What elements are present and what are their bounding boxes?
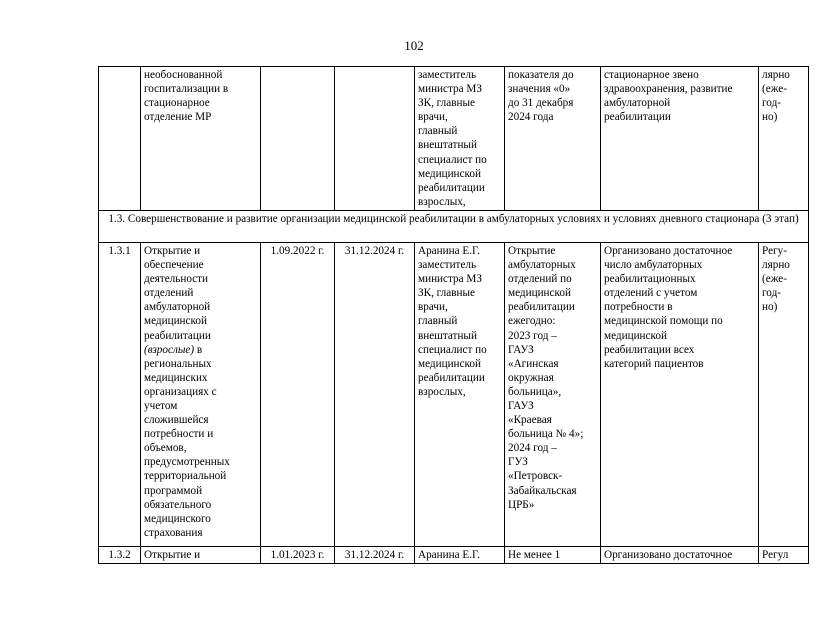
responsible-cell: заместитель министра МЗ ЗК, главные врачи, главный внештатный специалист по медицинской реабилитации взрослых, bbox=[415, 67, 505, 211]
section-heading: 1.3. Совершенствование и развитие организации медицинской реабилитации в амбулаторных условиях и условиях дневного стационара (3 этап) bbox=[99, 210, 809, 242]
start-date-cell: 1.09.2022 г. bbox=[261, 242, 335, 546]
frequency-cell: Регу- лярно (еже- год- но) bbox=[759, 242, 809, 546]
responsible-cell: Аранина Е.Г. заместитель министра МЗ ЗК, главные врачи, главный внештатный специалист по медицинской реабилитации взрослых, bbox=[415, 242, 505, 546]
page-number: 102 bbox=[404, 38, 424, 53]
section-row bbox=[99, 210, 809, 242]
row-number: 1.3.1 bbox=[99, 242, 141, 546]
end-date-cell: 31.12.2024 г. bbox=[335, 546, 415, 563]
frequency-cell: Регул bbox=[759, 546, 809, 563]
responsible-cell: Аранина Е.Г. bbox=[415, 546, 505, 563]
start-date-cell: 1.01.2023 г. bbox=[261, 546, 335, 563]
activity-cell: необоснованной госпитализации в стационарное отделение МР bbox=[141, 67, 261, 211]
activity-text: Открытие и обеспечение деятельности отделений амбулаторной медицинской реабилитации bbox=[144, 244, 211, 342]
indicator-cell: Не менее 1 bbox=[505, 546, 601, 563]
start-date-cell bbox=[261, 67, 335, 211]
indicator-cell: показателя до значения «0» до 31 декабря 2024 года bbox=[505, 67, 601, 211]
result-cell: Организовано достаточное число амбулаторных реабилитационных отделений с учетом потребности в медицинской помощи по медицинской реабилитации всех категорий пациентов bbox=[601, 242, 759, 546]
result-cell: стационарное звено здравоохранения, развитие амбулаторной реабилитации bbox=[601, 67, 759, 211]
activity-italic-text: (взрослые) bbox=[144, 343, 195, 356]
frequency-cell: лярно (еже- год- но) bbox=[759, 67, 809, 211]
result-cell: Организовано достаточное bbox=[601, 546, 759, 563]
table-row bbox=[99, 242, 809, 546]
end-date-cell bbox=[335, 67, 415, 211]
table-row bbox=[99, 67, 809, 211]
end-date-cell: 31.12.2024 г. bbox=[335, 242, 415, 546]
row-number: 1.3.2 bbox=[99, 546, 141, 563]
plan-table bbox=[98, 66, 809, 564]
row-number bbox=[99, 67, 141, 211]
table-row bbox=[99, 546, 809, 563]
activity-text-continued: в региональных медицинских организациях с учетом сложившейся потребности и объемов, предусмотренных территориальной программой обязательного медицинского страхования bbox=[144, 343, 230, 539]
activity-cell: Открытие и bbox=[141, 546, 261, 563]
indicator-cell: Открытие амбулаторных отделений по медицинской реабилитации ежегодно: 2023 год – ГАУЗ «Агинская окружная больница», ГАУЗ «Краевая больница № 4»; 2024 год – ГУЗ «Петровск- Забайкальская ЦРБ» bbox=[505, 242, 601, 546]
activity-cell bbox=[141, 242, 261, 546]
